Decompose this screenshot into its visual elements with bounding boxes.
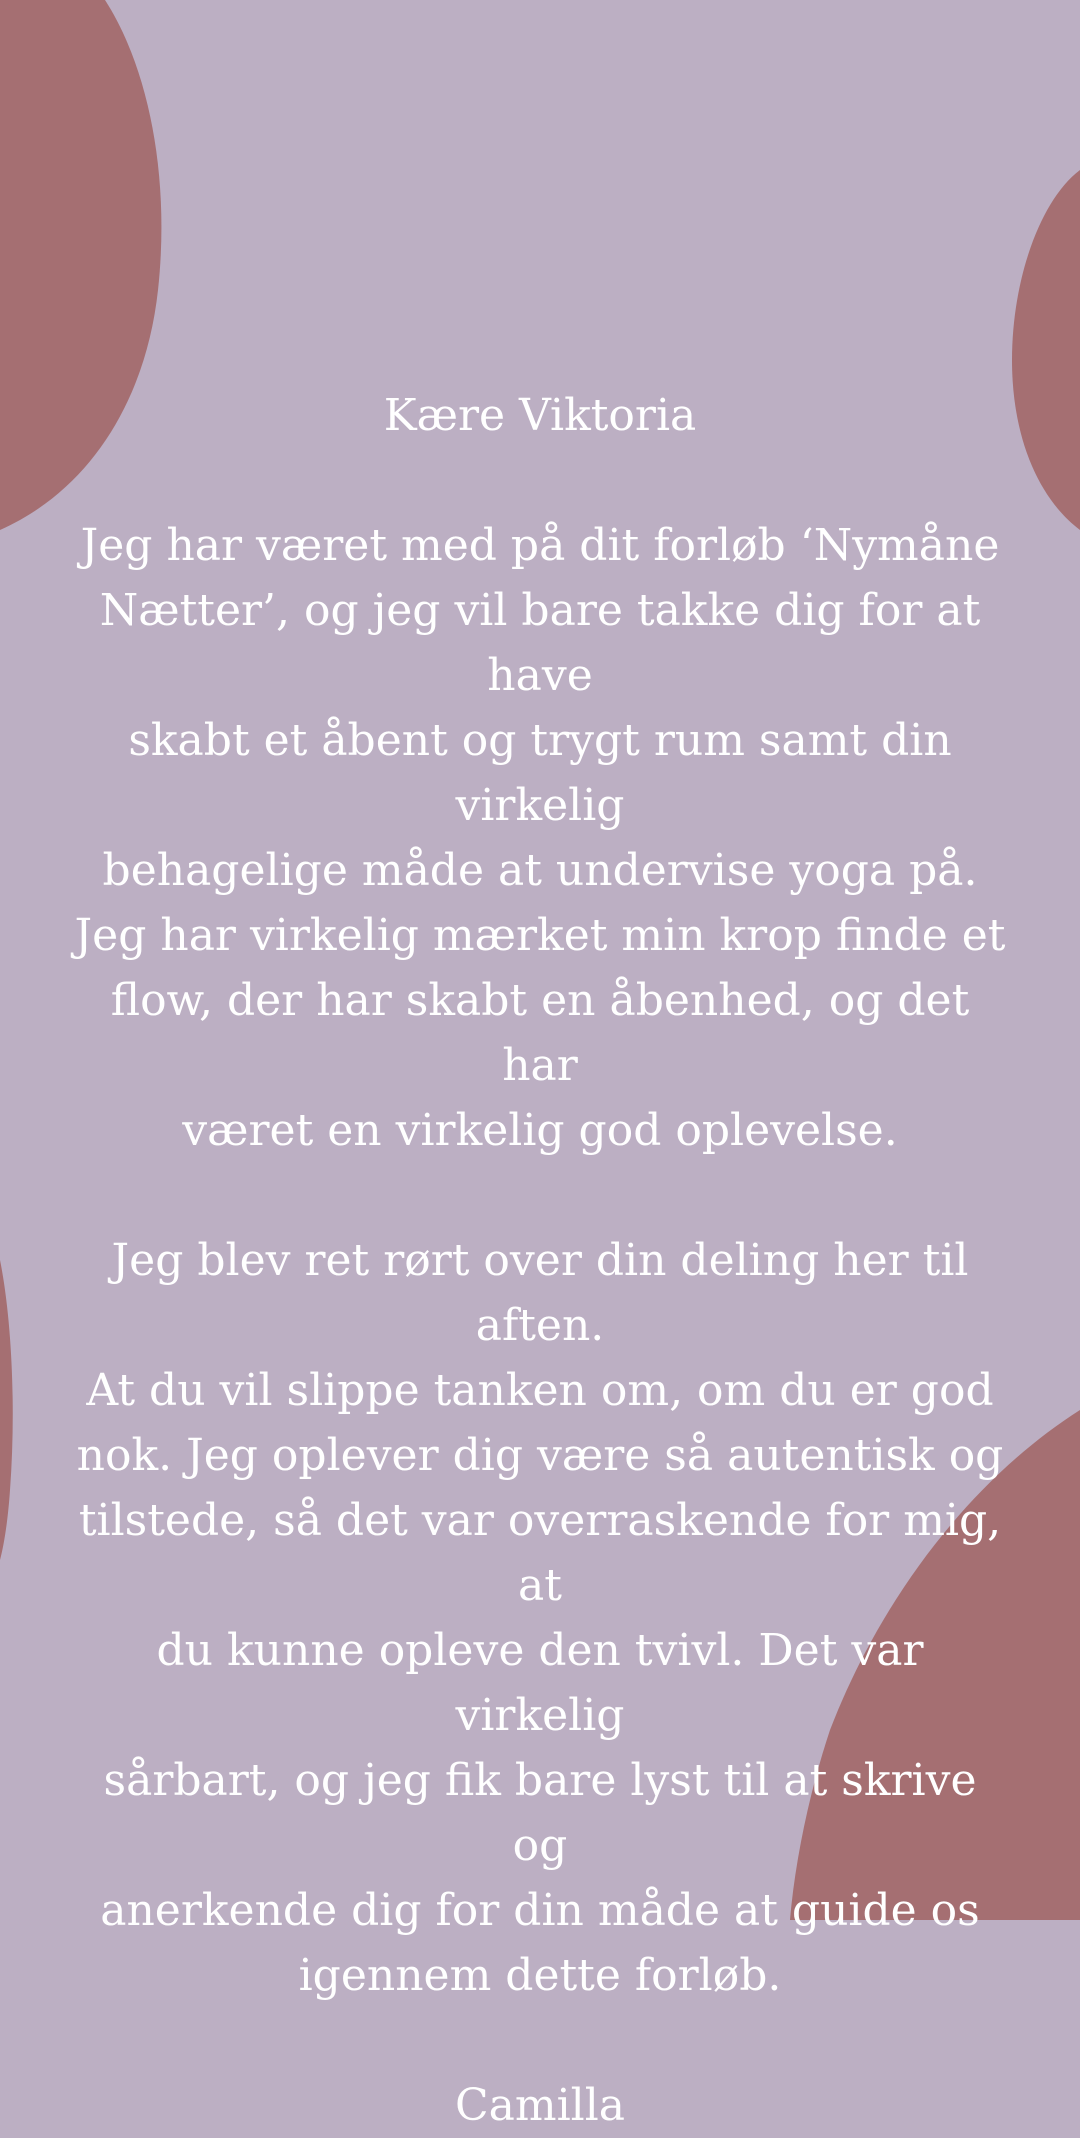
decorative-blob-right (1000, 170, 1080, 530)
letter-signature: Camilla (454, 2080, 626, 2131)
letter-greeting: Kære Viktoria (383, 390, 697, 441)
spacer (70, 448, 1010, 513)
spacer (70, 1163, 1010, 1228)
letter-paragraph-1: Jeg har været med på dit forløb ‘Nymåne Nætter’, og jeg vil bare takke dig for at have skabt et åbent og trygt rum samt din virkelig behagelige måde at undervise yoga på. Jeg har virkelig mærket min krop finde et flow, der har skabt en åbenhed, og det har været en virkelig god oplevelse. (74, 520, 1006, 1156)
testimonial-letter (70, 383, 1010, 2138)
letter-paragraph-2: Jeg blev ret rørt over din deling her til aften. At du vil slippe tanken om, om du er god nok. Jeg oplever dig være så autentisk og tilstede, så det var overraskende for mig, at du kunne opleve den tvivl. Det var virkelig sårbart, og jeg fik bare lyst til at skrive og anerkende dig for din måde at guide os igennem dette forløb. (76, 1235, 1004, 2001)
decorative-blob-left-edge (0, 1260, 18, 1560)
spacer (70, 2008, 1010, 2073)
